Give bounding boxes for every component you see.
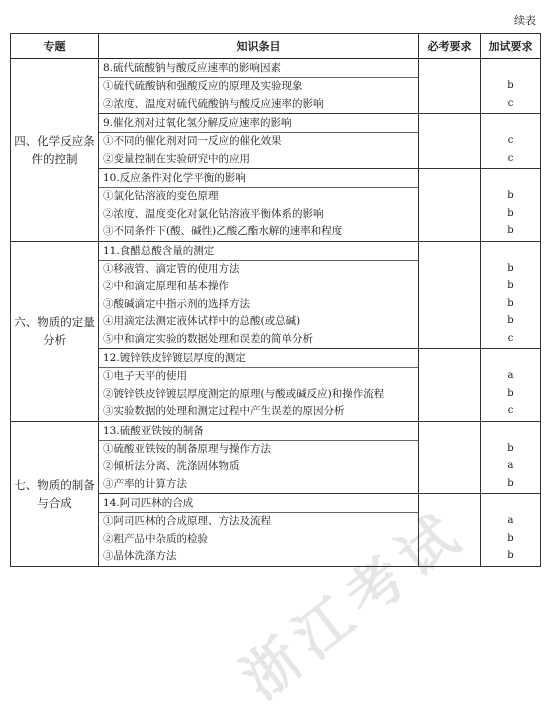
knowledge-item: ②粗产品中杂质的检验 bbox=[103, 532, 208, 545]
required-cell bbox=[419, 421, 481, 494]
knowledge-item: ③不同条件下(酸、碱性)乙酸乙酯水解的速率和程度 bbox=[103, 225, 343, 237]
knowledge-item: ①移液管、滴定管的使用方法 bbox=[103, 262, 240, 275]
required-cell bbox=[419, 59, 481, 114]
additional-level: b bbox=[507, 387, 514, 399]
header-topic: 专题 bbox=[11, 34, 99, 59]
required-level bbox=[419, 295, 480, 313]
required-level bbox=[419, 547, 480, 565]
additional-cell bbox=[481, 494, 541, 567]
additional-level: b bbox=[507, 477, 514, 489]
required-level bbox=[419, 385, 480, 403]
required-level bbox=[419, 457, 480, 475]
knowledge-item: ⑤中和滴定实验的数据处理和误差的简单分析 bbox=[103, 332, 313, 345]
knowledge-item: ②中和滴定原理和基本操作 bbox=[103, 280, 229, 292]
additional-level: b bbox=[507, 315, 514, 326]
knowledge-item: ③实验数据的处理和测定过程中产生误差的原因分析 bbox=[103, 405, 345, 417]
knowledge-item: ③酸碱滴定中指示剂的选择方法 bbox=[103, 297, 250, 310]
additional-level: a bbox=[507, 515, 514, 526]
watermark: 浙江考试 bbox=[230, 498, 479, 713]
knowledge-item: ①电子天平的使用 bbox=[103, 370, 187, 382]
required-level bbox=[419, 187, 480, 205]
required-level bbox=[419, 402, 480, 420]
knowledge-item: ①氯化钴溶液的变色原理 bbox=[103, 190, 219, 202]
table-body bbox=[11, 59, 541, 567]
syllabus-table bbox=[10, 33, 541, 567]
knowledge-item: ①阿司匹林的合成原理、方法及流程 bbox=[103, 515, 271, 527]
table-row bbox=[11, 421, 541, 494]
content-cell bbox=[99, 349, 419, 422]
additional-level: b bbox=[507, 190, 514, 201]
required-level bbox=[419, 260, 480, 278]
knowledge-item: ②浓度、温度对硫代硫酸钠与酸反应速率的影响 bbox=[103, 97, 324, 110]
table-row bbox=[11, 59, 541, 114]
additional-level: b bbox=[507, 280, 514, 291]
topic-cell: 七、物质的制备与合成 bbox=[11, 421, 99, 566]
block-title: 10.反应条件对化学平衡的影响 bbox=[99, 169, 418, 188]
required-level bbox=[419, 367, 480, 385]
knowledge-item: ②镀锌铁皮锌镀层厚度测定的原理(与酸或碱反应)和操作流程 bbox=[103, 387, 385, 400]
content-cell bbox=[99, 169, 419, 242]
required-level bbox=[419, 312, 480, 330]
required-level bbox=[419, 440, 480, 458]
content-cell bbox=[99, 421, 419, 494]
block-title: 8.硫代硫酸钠与酸反应速率的影响因素 bbox=[99, 59, 418, 78]
continued-label: 续表 bbox=[514, 14, 536, 27]
block-title: 12.镀锌铁皮锌镀层厚度的测定 bbox=[99, 349, 418, 368]
required-level bbox=[419, 132, 480, 150]
required-cell bbox=[419, 169, 481, 242]
additional-cell bbox=[481, 349, 541, 422]
additional-cell bbox=[481, 421, 541, 494]
additional-level: c bbox=[507, 97, 514, 109]
required-level bbox=[419, 222, 480, 240]
topic-cell: 四、化学反应条件的控制 bbox=[11, 59, 99, 242]
additional-level: b bbox=[507, 225, 514, 236]
block-title: 11.食醋总酸含量的测定 bbox=[99, 242, 418, 261]
knowledge-item: ②倾析法分离、洗涤固体物质 bbox=[103, 460, 240, 472]
header-content: 知识条目 bbox=[99, 34, 419, 59]
content-cell bbox=[99, 494, 419, 567]
additional-cell bbox=[481, 241, 541, 349]
knowledge-item: ②浓度、温度变化对氯化钴溶液平衡体系的影响 bbox=[103, 207, 324, 220]
table-row bbox=[11, 241, 541, 349]
required-level bbox=[419, 530, 480, 548]
content-cell bbox=[99, 241, 419, 349]
required-level bbox=[419, 150, 480, 168]
knowledge-item: ②变量控制在实验研究中的应用 bbox=[103, 152, 250, 165]
additional-cell bbox=[481, 59, 541, 114]
block-title: 9.催化剂对过氧化氢分解反应速率的影响 bbox=[99, 114, 418, 133]
content-cell bbox=[99, 59, 419, 114]
additional-level: b bbox=[507, 80, 514, 91]
required-level bbox=[419, 277, 480, 295]
required-cell bbox=[419, 241, 481, 349]
additional-level: b bbox=[507, 550, 514, 561]
required-level bbox=[419, 77, 480, 95]
additional-level: b bbox=[507, 532, 514, 544]
required-level bbox=[419, 205, 480, 223]
additional-level: a bbox=[507, 370, 514, 381]
knowledge-item: ③晶体洗涤方法 bbox=[103, 550, 177, 562]
required-cell bbox=[419, 114, 481, 169]
block-title: 13.硫酸亚铁铵的制备 bbox=[99, 422, 418, 441]
required-level bbox=[419, 330, 480, 348]
additional-level: b bbox=[507, 297, 514, 309]
additional-level: b bbox=[507, 207, 514, 219]
header-row bbox=[11, 34, 541, 59]
additional-level: c bbox=[507, 332, 514, 344]
header-additional: 加试要求 bbox=[481, 34, 541, 59]
required-level bbox=[419, 95, 480, 113]
additional-cell bbox=[481, 114, 541, 169]
block-title: 14.阿司匹林的合成 bbox=[99, 494, 418, 513]
additional-level: a bbox=[507, 460, 514, 471]
required-cell bbox=[419, 349, 481, 422]
required-level bbox=[419, 475, 480, 493]
additional-level: c bbox=[507, 405, 514, 416]
topic-cell: 六、物质的定量分析 bbox=[11, 241, 99, 421]
knowledge-item: ①不同的催化剂对同一反应的催化效果 bbox=[103, 135, 282, 147]
additional-level: c bbox=[507, 152, 514, 164]
knowledge-item: ③产率的计算方法 bbox=[103, 477, 187, 490]
additional-level: b bbox=[507, 262, 514, 274]
content-cell bbox=[99, 114, 419, 169]
knowledge-item: ①硫酸亚铁铵的制备原理与操作方法 bbox=[103, 442, 271, 455]
required-cell bbox=[419, 494, 481, 567]
header-required: 必考要求 bbox=[419, 34, 481, 59]
additional-level: b bbox=[507, 442, 514, 454]
required-level bbox=[419, 512, 480, 530]
additional-cell bbox=[481, 169, 541, 242]
additional-level: c bbox=[507, 135, 514, 146]
knowledge-item: ④用滴定法测定液体试样中的总酸(或总碱) bbox=[103, 315, 301, 327]
knowledge-item: ①硫代硫酸钠和强酸反应的原理及实验现象 bbox=[103, 80, 303, 92]
